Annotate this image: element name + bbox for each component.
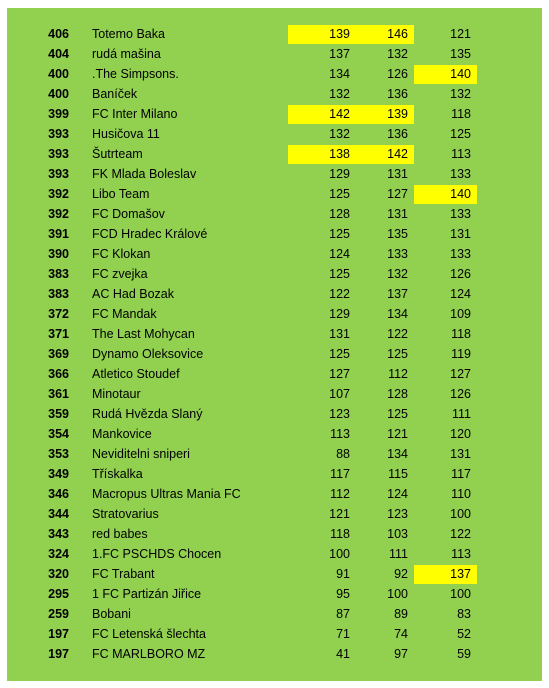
table-row xyxy=(7,624,542,644)
score-cell: 124 xyxy=(329,247,350,261)
rank-points: 393 xyxy=(48,167,69,181)
score-cell: 124 xyxy=(387,487,408,501)
score-cell: 118 xyxy=(451,107,471,121)
score-cell: 142 xyxy=(288,105,356,124)
score-cell: 128 xyxy=(329,207,350,221)
score-cell: 121 xyxy=(329,507,350,521)
score-cell: 117 xyxy=(451,467,471,481)
score-cell: 122 xyxy=(450,527,471,541)
team-name: Stratovarius xyxy=(92,507,159,521)
score-cell: 95 xyxy=(336,587,350,601)
score-cell: 71 xyxy=(336,627,350,641)
team-name: Rudá Hvězda Slaný xyxy=(92,407,203,421)
team-name: Šutrteam xyxy=(92,147,143,161)
rank-points: 361 xyxy=(48,387,69,401)
score-cell: 117 xyxy=(330,467,350,481)
table-row xyxy=(7,204,542,224)
score-cell: 131 xyxy=(329,327,350,341)
table-row xyxy=(7,224,542,244)
score-cell: 133 xyxy=(450,247,471,261)
rank-points: 393 xyxy=(48,127,69,141)
score-cell: 136 xyxy=(387,127,408,141)
score-cell: 131 xyxy=(387,207,408,221)
table-row xyxy=(7,484,542,504)
rank-points: 353 xyxy=(48,447,69,461)
table-row xyxy=(7,564,542,584)
table-row xyxy=(7,84,542,104)
score-cell: 136 xyxy=(387,87,408,101)
score-cell: 121 xyxy=(450,27,471,41)
score-cell: 127 xyxy=(450,367,471,381)
score-cell: 129 xyxy=(329,167,350,181)
score-cell: 131 xyxy=(387,167,408,181)
score-cell: 112 xyxy=(330,487,350,501)
score-cell: 139 xyxy=(288,25,356,44)
team-name: FK Mlada Boleslav xyxy=(92,167,197,181)
team-name: .The Simpsons. xyxy=(92,67,179,81)
table-row xyxy=(7,124,542,144)
team-name: FC Klokan xyxy=(92,247,151,261)
table-row xyxy=(7,64,542,84)
table-row xyxy=(7,544,542,564)
team-name: Mankovice xyxy=(92,427,152,441)
table-row xyxy=(7,324,542,344)
team-name: Baníček xyxy=(92,87,138,101)
table-row xyxy=(7,604,542,624)
score-cell: 133 xyxy=(450,207,471,221)
rank-points: 390 xyxy=(48,247,69,261)
rank-points: 400 xyxy=(48,87,69,101)
table-row xyxy=(7,524,542,544)
rank-points: 346 xyxy=(48,487,69,501)
score-cell: 135 xyxy=(387,227,408,241)
team-name: 1.FC PSCHDS Chocen xyxy=(92,547,222,561)
score-cell: 111 xyxy=(451,407,471,421)
team-name: Atletico Stoudef xyxy=(92,367,180,381)
table-row xyxy=(7,24,542,44)
team-name: FC Trabant xyxy=(92,567,155,581)
score-cell: 115 xyxy=(388,467,408,481)
score-cell: 100 xyxy=(450,507,471,521)
score-cell: 125 xyxy=(387,407,408,421)
score-cell: 125 xyxy=(329,347,350,361)
rank-points: 197 xyxy=(48,627,69,641)
score-cell: 83 xyxy=(457,607,471,621)
rank-points: 320 xyxy=(48,567,69,581)
standings-table xyxy=(7,24,542,664)
score-cell: 100 xyxy=(387,587,408,601)
team-name: FC Letenská šlechta xyxy=(92,627,206,641)
score-cell: 125 xyxy=(329,267,350,281)
score-cell: 132 xyxy=(329,127,350,141)
score-cell: 131 xyxy=(450,227,471,241)
rank-points: 369 xyxy=(48,347,69,361)
table-row xyxy=(7,184,542,204)
team-name: Dynamo Oleksovice xyxy=(92,347,204,361)
rank-points: 392 xyxy=(48,207,69,221)
rank-points: 197 xyxy=(48,647,69,661)
score-cell: 112 xyxy=(388,367,408,381)
score-cell: 87 xyxy=(336,607,350,621)
team-name: Minotaur xyxy=(92,387,141,401)
score-cell: 132 xyxy=(329,87,350,101)
rank-points: 344 xyxy=(48,507,69,521)
team-name: Bobani xyxy=(92,607,131,621)
score-cell: 140 xyxy=(414,185,477,204)
score-cell: 109 xyxy=(450,307,471,321)
team-name: Neviditelni sniperi xyxy=(92,447,190,461)
score-cell: 88 xyxy=(336,447,350,461)
team-name: rudá mašina xyxy=(92,47,161,61)
table-row xyxy=(7,644,542,664)
score-cell: 146 xyxy=(356,25,414,44)
table-row xyxy=(7,504,542,524)
score-cell: 118 xyxy=(330,527,350,541)
score-cell: 41 xyxy=(336,647,350,661)
team-name: Třískalka xyxy=(92,467,143,481)
score-cell: 120 xyxy=(450,427,471,441)
score-cell: 126 xyxy=(450,267,471,281)
score-cell: 125 xyxy=(329,187,350,201)
table-row xyxy=(7,344,542,364)
rank-points: 383 xyxy=(48,267,69,281)
rank-points: 295 xyxy=(48,587,69,601)
rank-points: 343 xyxy=(48,527,69,541)
score-cell: 139 xyxy=(356,105,414,124)
score-cell: 125 xyxy=(387,347,408,361)
table-row xyxy=(7,244,542,264)
score-cell: 74 xyxy=(394,627,408,641)
score-cell: 137 xyxy=(387,287,408,301)
score-cell: 59 xyxy=(457,647,471,661)
score-cell: 125 xyxy=(329,227,350,241)
score-cell: 125 xyxy=(450,127,471,141)
score-cell: 132 xyxy=(450,87,471,101)
score-cell: 138 xyxy=(288,145,356,164)
table-row xyxy=(7,104,542,124)
rank-points: 392 xyxy=(48,187,69,201)
score-cell: 128 xyxy=(387,387,408,401)
rank-points: 372 xyxy=(48,307,69,321)
rank-points: 259 xyxy=(48,607,69,621)
score-cell: 123 xyxy=(387,507,408,521)
score-cell: 132 xyxy=(387,47,408,61)
team-name: red babes xyxy=(92,527,148,541)
table-row xyxy=(7,444,542,464)
rank-points: 393 xyxy=(48,147,69,161)
score-cell: 121 xyxy=(387,427,408,441)
score-cell: 133 xyxy=(387,247,408,261)
score-cell: 127 xyxy=(387,187,408,201)
score-cell: 132 xyxy=(387,267,408,281)
score-cell: 118 xyxy=(451,327,471,341)
table-row xyxy=(7,464,542,484)
rank-points: 383 xyxy=(48,287,69,301)
table-row xyxy=(7,404,542,424)
score-cell: 142 xyxy=(356,145,414,164)
table-row xyxy=(7,424,542,444)
score-cell: 97 xyxy=(394,647,408,661)
rank-points: 359 xyxy=(48,407,69,421)
score-cell: 113 xyxy=(330,427,350,441)
table-row xyxy=(7,384,542,404)
score-cell: 100 xyxy=(450,587,471,601)
score-cell: 123 xyxy=(329,407,350,421)
team-name: AC Had Bozak xyxy=(92,287,174,301)
score-cell: 103 xyxy=(387,527,408,541)
team-name: FCD Hradec Králové xyxy=(92,227,208,241)
score-cell: 92 xyxy=(394,567,408,581)
score-cell: 134 xyxy=(329,67,350,81)
table-row xyxy=(7,144,542,164)
score-cell: 122 xyxy=(387,327,408,341)
score-cell: 100 xyxy=(329,547,350,561)
team-name: FC Inter Milano xyxy=(92,107,178,121)
rank-points: 391 xyxy=(48,227,69,241)
team-name: Libo Team xyxy=(92,187,150,201)
team-name: FC zvejka xyxy=(92,267,148,281)
standings-panel xyxy=(7,8,542,681)
score-cell: 113 xyxy=(451,547,471,561)
score-cell: 124 xyxy=(450,287,471,301)
team-name: FC MARLBORO MZ xyxy=(92,647,206,661)
team-name: Husičova 11 xyxy=(92,127,160,141)
score-cell: 119 xyxy=(451,347,471,361)
rank-points: 399 xyxy=(48,107,69,121)
rank-points: 400 xyxy=(48,67,69,81)
score-cell: 127 xyxy=(329,367,350,381)
team-name: The Last Mohycan xyxy=(92,327,195,341)
score-cell: 122 xyxy=(329,287,350,301)
rank-points: 324 xyxy=(48,547,69,561)
team-name: Totemo Baka xyxy=(92,27,165,41)
score-cell: 111 xyxy=(388,547,408,561)
rank-points: 349 xyxy=(48,467,69,481)
score-cell: 91 xyxy=(336,567,350,581)
score-cell: 135 xyxy=(450,47,471,61)
table-row xyxy=(7,164,542,184)
table-row xyxy=(7,304,542,324)
score-cell: 52 xyxy=(457,627,471,641)
score-cell: 126 xyxy=(387,67,408,81)
score-cell: 137 xyxy=(329,47,350,61)
rank-points: 404 xyxy=(48,47,69,61)
score-cell: 107 xyxy=(329,387,350,401)
table-row xyxy=(7,584,542,604)
table-row xyxy=(7,284,542,304)
table-row xyxy=(7,264,542,284)
team-name: FC Mandak xyxy=(92,307,157,321)
score-cell: 134 xyxy=(387,307,408,321)
score-cell: 126 xyxy=(450,387,471,401)
team-name: FC Domašov xyxy=(92,207,165,221)
score-cell: 89 xyxy=(394,607,408,621)
team-name: Macropus Ultras Mania FC xyxy=(92,487,241,501)
table-row xyxy=(7,364,542,384)
rank-points: 406 xyxy=(48,27,69,41)
score-cell: 137 xyxy=(414,565,477,584)
rank-points: 354 xyxy=(48,427,69,441)
rank-points: 371 xyxy=(48,327,69,341)
team-name: 1 FC Partizán Jiřice xyxy=(92,587,202,601)
score-cell: 110 xyxy=(451,487,471,501)
table-row xyxy=(7,44,542,64)
score-cell: 113 xyxy=(451,147,471,161)
score-cell: 140 xyxy=(414,65,477,84)
score-cell: 133 xyxy=(450,167,471,181)
score-cell: 131 xyxy=(450,447,471,461)
rank-points: 366 xyxy=(48,367,69,381)
score-cell: 129 xyxy=(329,307,350,321)
score-cell: 134 xyxy=(387,447,408,461)
